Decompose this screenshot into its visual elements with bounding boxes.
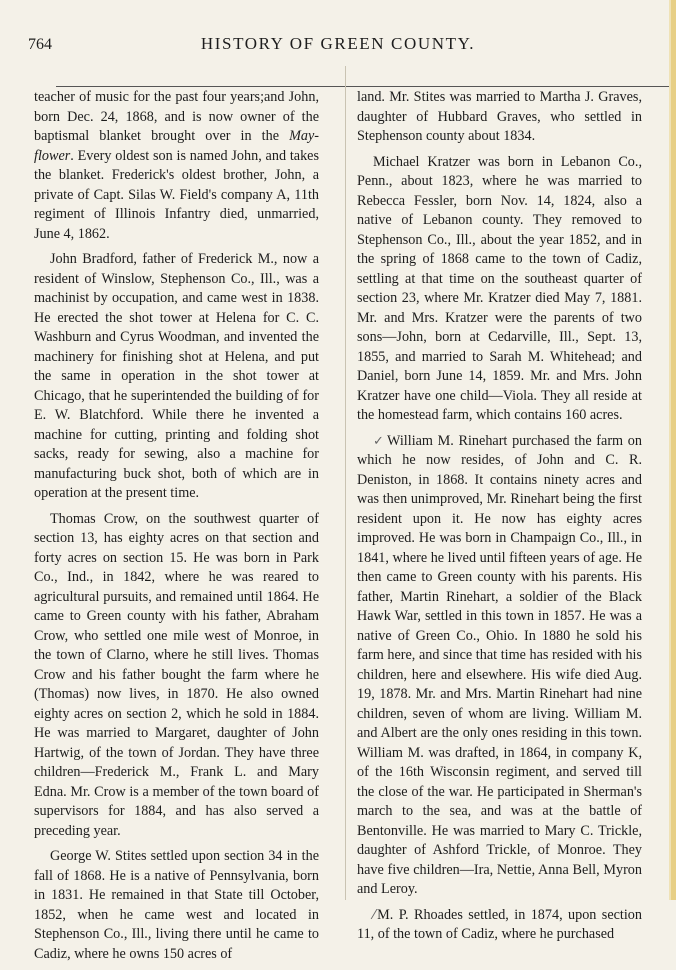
margin-check-mark-icon: ✓ [373,433,386,449]
paragraph-john-bradford: John Bradford, father of Frederick M., now a resident of Winslow, Stephenson Co., Ill., was a machinist by occupation, and came west in 1838. He erected the shot tower at Helena for C. C. Washburn and Cyrus Woodman, and invented the machinery for finishing shot at Helena, and put the same in operation in the shot tower at Chicago, that he superintended the building of for E. W. Blatchford. While there he invented a machine for cutting, printing and folding shot sacks, ready for sewing, also a machine for manufacturing buck shot, both of which are in operation at the present time. [34,251,319,501]
running-title: HISTORY OF GREEN COUNTY. [200,34,476,53]
margin-tick-mark-icon: ⁄ [373,907,376,923]
paragraph-stites-continued: teacher of music for the past four years;and John, born Dec. 24, 1868, and is now owner of the baptismal blanket brought over in the May-flower. Every oldest son is named John, and takes the blanket. Frederick's oldest brother, John, a private of Capt. Silas W. Field's company A, 11th regiment of Illinois Infantry died, unmarried, June 4, 1862. [34,89,319,242]
paragraph-george-stites: George W. Stites settled upon section 34 in the fall of 1868. He is a native of Pennsylvania, born in 1831. He remained in that State till October, 1852, when he came west and located in Stephenson Co., Ill., living there until he came to Cadiz, where he owns 150 acres of [34,848,319,962]
paragraph-thomas-crow: Thomas Crow, on the southwest quarter of section 13, has eighty acres on that section and forty acres on section 15. He was born in Park Co., Ind., in 1842, where he was reared to agricultural pursuits, and remained until 1864. He came to Green county with his father, Abraham Crow, who settled one mile west of Monroe, in the town of Clarno, where he still lives. Thomas Crow and his father bought the farm where he (Thomas) now lives, in 1870. He also owned eighty acres on section 2, which he sold in 1884. He was married to Margaret, daughter of John Hartwig, of the town of Jordan. They have three children—Frederick M., Frank L. and Mary Edna. Mr. Crow is a member of the town board of supervisors for 1884, and has also served a preceding year. [34,510,319,839]
mayflower-italic: May-flower [34,128,319,164]
page-number: 764 [28,36,52,53]
paragraph-michael-kratzer: Michael Kratzer was born in Lebanon Co., Penn., about 1823, where he was married to Rebecca Fessler, born Nov. 14, 1824, also a native of Lebanon county. They removed to Stephenson Co., Ill., about the year 1852, and in the spring of 1868 came to the town of Cadiz, settling at that time on the southeast quarter of section 23, where Mr. Kratzer died May 7, 1881. Mr. and Mrs. Kratzer were the parents of two sons—John, born at Cedarville, Ill., Sept. 13, 1855, and married to Sarah M. Whitehead; and Daniel, born June 14, 1859. Mr. and Mrs. John Kratzer have one child—Viola. They all reside at the homestead farm, which contains 160 acres. [357,153,642,423]
paragraph-william-rinehart: ✓ William M. Rinehart purchased the farm on which he now resides, of John and C. R. Deniston, in 1868. It contains ninety acres and was then unimproved, Mr. Rinehart being the first resident upon it. He now has eighty acres improved. He was born in Champaign Co., Ill., in 1841, where he lived until fifteen years of age. He then came to Green county with his parents. His father, Martin Rinehart, a soldier of the Black Hawk War, settled in this town in 1857. He was a native of Green Co., Ohio. In 1880 he sold his farm here, and since that time has resided with his children, here and elsewhere. His wife died Aug. 19, 1878. Mr. and Mrs. Martin Rinehart had nine children, seven of whom are living. William M. and Albert are the only ones residing in this town. William M. was drafted, in 1864, in company K, of the 16th Wisconsin regiment, and served till the close of the war. He participated in Sherman's march to the sea, and was at the battle of Bentonville. He was married to Mary C. Trickle, daughter of Ashford Trickle, of Monroe. They have five children—Ira, Nettie, Anna Bell, Myron and Leroy. [357,432,642,897]
page-header [0,34,676,58]
paragraph-stites-end: land. Mr. Stites was married to Martha J. Graves, daughter of Hubbard Graves, who settled in Stephenson county about 1834. [357,89,642,144]
right-column [357,88,642,951]
column-divider [345,66,346,900]
paragraph-rhoades: ⁄ M. P. Rhoades settled, in 1874, upon section 11, of the town of Cadiz, where he purchased [357,906,642,942]
page-edge-bar [671,0,676,900]
header-rule [56,86,670,87]
left-column [34,88,319,970]
